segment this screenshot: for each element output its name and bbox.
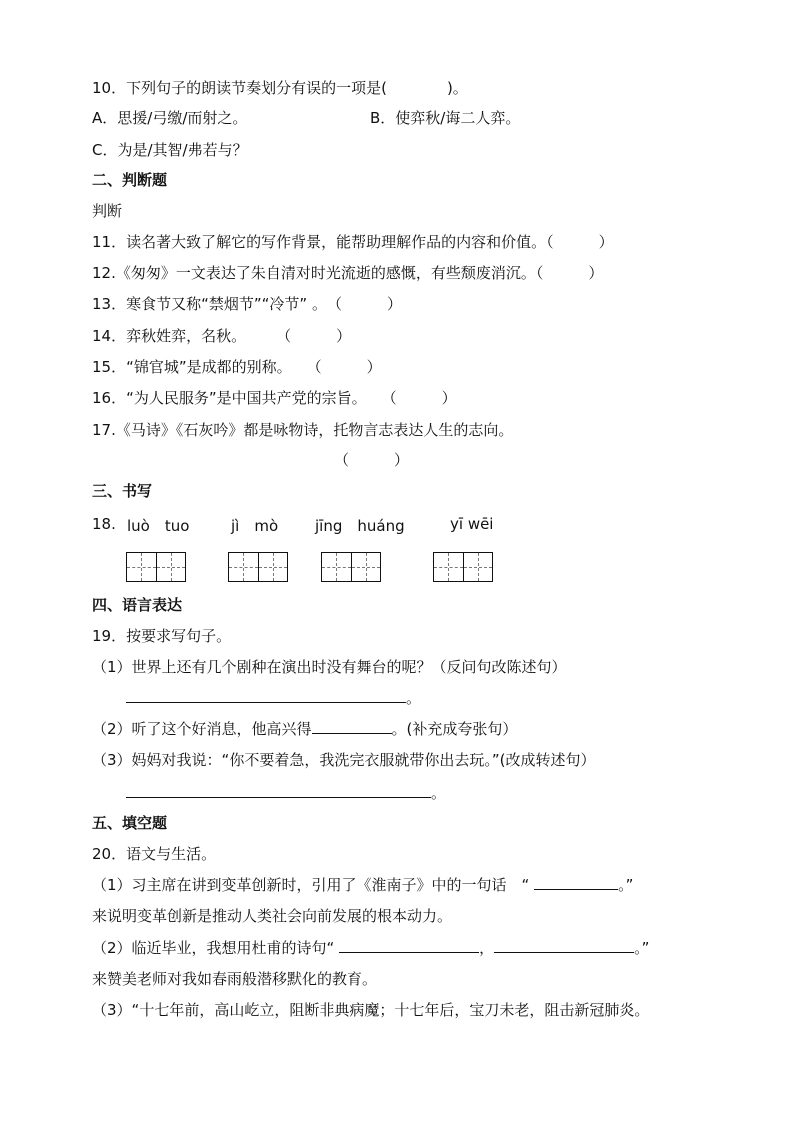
question-20-part-1-continued: 来说明变革创新是推动人类社会向前发展的根本动力。 bbox=[92, 907, 453, 925]
q10-option-b: B．使弈秋/诲二人弈。 bbox=[370, 109, 521, 127]
writing-grid-2[interactable] bbox=[228, 552, 288, 582]
comma: ， bbox=[479, 939, 495, 957]
answer-blank[interactable] bbox=[126, 688, 406, 703]
q10-stem: 10．下列句子的朗读节奏划分有误的一项是( )。 bbox=[92, 79, 468, 97]
grid-cell[interactable] bbox=[156, 553, 185, 581]
question-19: 19．按要求写句子。 bbox=[92, 627, 232, 645]
question-19-part-3: （3）妈妈对我说：“你不要着急，我洗完衣服就带你出去玩。”(改成转述句） bbox=[92, 751, 596, 769]
pinyin-1: luò tuo bbox=[127, 517, 190, 535]
section-title-judge: 二、判断题 bbox=[92, 171, 168, 189]
question-19-part-2-suffix: 。(补充成夸张句） bbox=[391, 720, 518, 738]
question-20-part-1-prefix: （1）习主席在讲到变革创新时，引用了《淮南子》中的一句话 “ bbox=[92, 876, 530, 894]
grid-cell[interactable] bbox=[258, 553, 287, 581]
writing-grid-4[interactable] bbox=[433, 552, 493, 582]
question-16: 16．“为人民服务”是中国共产党的宗旨。 （ ） bbox=[92, 389, 457, 407]
grid-cell[interactable] bbox=[434, 553, 463, 581]
pinyin-2: jì mò bbox=[231, 517, 279, 535]
grid-cell[interactable] bbox=[322, 553, 351, 581]
section-title-expression: 四、语言表达 bbox=[92, 596, 183, 614]
question-20-part-2-suffix: 。” bbox=[634, 939, 650, 957]
question-12: 12.《匆匆》一文表达了朱自清对时光流逝的感慨，有些颓废消沉。（ ） bbox=[92, 264, 604, 282]
question-17: 17.《马诗》《石灰吟》都是咏物诗，托物言志表达人生的志向。 bbox=[92, 421, 514, 439]
question-19-part-2-prefix: （2）听了这个好消息，他高兴得 bbox=[92, 720, 312, 738]
question-11: 11．读名著大致了解它的写作背景，能帮助理解作品的内容和价值。（ ） bbox=[92, 233, 614, 251]
section-title-fill: 五、填空题 bbox=[92, 814, 168, 832]
question-20: 20．语文与生活。 bbox=[92, 845, 217, 863]
question-14: 14．弈秋姓弈，名秋。 （ ） bbox=[92, 327, 352, 345]
pinyin-3: jīng huáng bbox=[315, 517, 405, 535]
question-20-part-2-prefix: （2）临近毕业，我想用杜甫的诗句“ bbox=[92, 939, 335, 957]
question-20-part-2-continued: 来赞美老师对我如春雨般潜移默化的教育。 bbox=[92, 970, 378, 988]
question-17-answer-paren: （ ） bbox=[334, 451, 410, 469]
answer-blank[interactable] bbox=[126, 783, 431, 798]
question-18-number: 18. bbox=[92, 515, 116, 533]
q10-option-c: C．为是/其智/弗若与？ bbox=[92, 141, 248, 159]
question-13: 13．寒食节又称“禁烟节”“冷节” 。 （ ） bbox=[92, 295, 402, 313]
pinyin-4: yī wēi bbox=[450, 515, 494, 533]
writing-grid-3[interactable] bbox=[321, 552, 381, 582]
answer-blank[interactable] bbox=[534, 875, 618, 890]
answer-blank[interactable] bbox=[312, 719, 392, 734]
section-subtitle-judge: 判断 bbox=[92, 202, 123, 220]
grid-cell[interactable] bbox=[463, 553, 492, 581]
question-20-part-1-suffix: 。” bbox=[618, 876, 634, 894]
section-title-writing: 三、书写 bbox=[92, 482, 153, 500]
period: 。 bbox=[431, 784, 447, 802]
grid-cell[interactable] bbox=[351, 553, 380, 581]
grid-cell[interactable] bbox=[229, 553, 258, 581]
grid-cell[interactable] bbox=[127, 553, 156, 581]
answer-blank[interactable] bbox=[339, 938, 479, 953]
q10-option-a: A．思援/弓缴/而射之。 bbox=[92, 109, 248, 127]
question-15: 15．“锦官城”是成都的别称。 （ ） bbox=[92, 358, 382, 376]
period: 。 bbox=[406, 689, 422, 707]
question-19-part-1: （1）世界上还有几个剧种在演出时没有舞台的呢？（反问句改陈述句） bbox=[92, 658, 567, 676]
writing-grid-1[interactable] bbox=[126, 552, 186, 582]
question-20-part-3: （3）“十七年前，高山屹立，阻断非典病魔；十七年后，宝刀未老，阻击新冠肺炎。 bbox=[92, 1001, 650, 1019]
answer-blank[interactable] bbox=[494, 938, 634, 953]
